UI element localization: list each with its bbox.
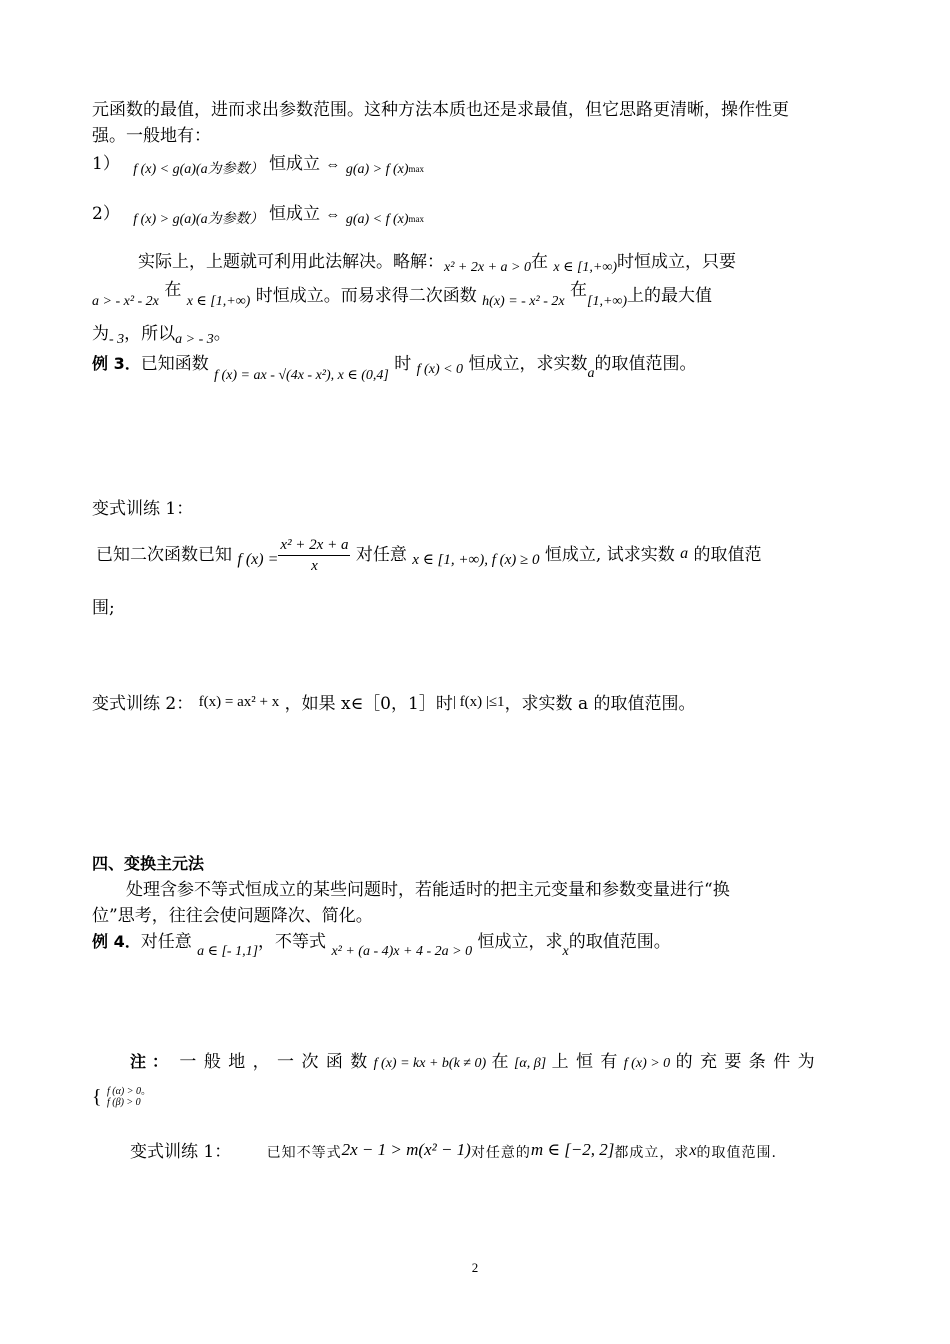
rule-2 bbox=[92, 202, 862, 232]
page-number: 2 bbox=[471, 1260, 479, 1275]
system-lines bbox=[107, 1086, 151, 1108]
section-paragraph: 位”思考，往往会使问题降次、简化。 bbox=[92, 906, 373, 926]
variant-text: 已知二次函数已知 bbox=[96, 545, 232, 565]
math-inline: f (x) < 0 bbox=[416, 362, 464, 377]
example-label: 例 4． bbox=[92, 932, 141, 951]
rule-lhs: f (x) < g(a)(a为参数） bbox=[133, 162, 264, 177]
solution-line-2 bbox=[92, 278, 862, 314]
solution-text: 实际上，上题就可利用此法解决。略解： bbox=[138, 252, 444, 272]
variant-2 bbox=[92, 690, 862, 716]
example-label: 例 3． bbox=[92, 354, 141, 373]
math-inline: m ∈ [−2, 2] bbox=[530, 1140, 615, 1159]
section-paragraph: 处理含参不等式恒成立的某些问题时，若能适时的把主元变量和参数变量进行“换 bbox=[126, 880, 730, 900]
example-text: 的取值范围。 bbox=[594, 354, 697, 374]
system-end: 。 bbox=[140, 1086, 151, 1097]
solution-text: 时恒成立，只要 bbox=[617, 252, 736, 272]
variant-3 bbox=[92, 1138, 862, 1165]
math-inline: a > - 3 bbox=[175, 332, 214, 347]
note-text: 一 般 地 ， 一 次 函 数 bbox=[179, 1052, 369, 1072]
math-inline: x bbox=[562, 944, 569, 959]
math-inline: f (x) = kx + b(k ≠ 0) bbox=[373, 1056, 487, 1071]
section-title: 四、变换主元法 bbox=[92, 854, 205, 873]
math-inline: x ∈ [1,+∞) bbox=[186, 294, 251, 309]
max-subscript: max bbox=[408, 214, 425, 224]
math-inline: f (x) > 0 bbox=[623, 1056, 671, 1071]
variant-text: 的取值范 bbox=[693, 545, 762, 565]
example-text: 恒成立，求 bbox=[477, 932, 563, 952]
math-inline: x² + (a - 4)x + 4 - 2a > 0 bbox=[331, 944, 473, 959]
variant-text: 恒成立, 试求实数 bbox=[544, 545, 675, 565]
brace-symbol: { bbox=[92, 1086, 102, 1108]
example-text: ，不等式 bbox=[258, 932, 327, 952]
math-inline: [α, β] bbox=[513, 1056, 547, 1071]
condition-system bbox=[92, 1086, 862, 1108]
solution-text: 在 bbox=[164, 280, 182, 300]
math-inline: x ∈ [1, +∞), f (x) ≥ 0 bbox=[412, 552, 540, 568]
paragraph-line: 强。一般地有： bbox=[92, 126, 211, 146]
variant-text: 都成立，求 bbox=[614, 1145, 690, 1161]
max-subscript: max bbox=[408, 164, 425, 174]
solution-text: 上的最大值 bbox=[627, 286, 713, 306]
math-inline: x² + 2x + a > 0 bbox=[444, 260, 531, 275]
math-inline: [1,+∞) bbox=[587, 294, 628, 309]
rule-condition: 恒成立 bbox=[269, 204, 321, 224]
math-inline: f (x) = bbox=[237, 551, 279, 568]
solution-text: 。 bbox=[213, 324, 231, 344]
solution-text: 时恒成立。而易求得二次函数 bbox=[255, 286, 477, 306]
math-inline: x ∈ [1,+∞) bbox=[553, 260, 617, 275]
math-inline: x bbox=[689, 1142, 697, 1159]
paragraph-line: 元函数的最值，进而求出参数范围。这种方法本质也还是求最值，但它思路更清晰，操作性更 bbox=[92, 100, 789, 120]
note-text: 的 充 要 条 件 为 bbox=[675, 1052, 816, 1072]
rule-rhs: g(a) < f (x) bbox=[345, 212, 409, 227]
math-inline: f(x) = ax² + x bbox=[198, 694, 280, 710]
solution-text: ，所以 bbox=[124, 324, 176, 344]
rule-lhs: f (x) > g(a)(a为参数） bbox=[133, 212, 264, 227]
note bbox=[92, 1050, 862, 1076]
variant-text: 已知不等式 bbox=[266, 1145, 342, 1161]
fraction bbox=[278, 535, 350, 576]
note-label: 注： bbox=[130, 1052, 175, 1071]
math-inline: h(x) = - x² - 2x bbox=[482, 294, 565, 309]
math-inline: f (x) = ax - √(4x - x²), x ∈ (0,4] bbox=[214, 368, 389, 383]
system-line: f (α) > 0 bbox=[107, 1086, 141, 1097]
variant-1 bbox=[96, 535, 866, 576]
variant-1-cont: 围; bbox=[92, 598, 115, 618]
equivalence-symbol: ⇔ bbox=[325, 207, 341, 223]
example-text: 恒成立，求实数 bbox=[468, 354, 588, 374]
solution-line-3 bbox=[92, 322, 862, 352]
example-text: 对任意 bbox=[140, 932, 192, 952]
rule-rhs: g(a) > f (x) bbox=[345, 162, 409, 177]
variant-text: ，求实数 a 的取值范围。 bbox=[504, 694, 696, 714]
variant-text: 变式训练 1： bbox=[130, 1142, 232, 1162]
note-text: 在 bbox=[491, 1052, 509, 1072]
math-inline: a bbox=[587, 366, 595, 381]
system-line: f (β) > 0 bbox=[107, 1097, 141, 1108]
variant-text: 的取值范围. bbox=[696, 1145, 777, 1161]
variant-text: 对任意 bbox=[355, 545, 407, 565]
math-inline: | f(x) |≤1 bbox=[452, 694, 505, 710]
variant-text: ，如果 x∈［0，1］时 bbox=[284, 694, 453, 714]
solution-line-1 bbox=[92, 250, 862, 280]
rule-index: 2） bbox=[92, 204, 120, 224]
math-inline: a > - x² - 2x bbox=[92, 294, 159, 309]
variant-text: 变式训练 2： bbox=[92, 694, 194, 714]
solution-text: 在 bbox=[530, 252, 548, 272]
rule-index: 1） bbox=[92, 154, 120, 174]
example-text: 的取值范围。 bbox=[568, 932, 671, 952]
fraction-numerator: x² + 2x + a bbox=[278, 535, 350, 556]
math-inline: a ∈ [- 1,1] bbox=[197, 944, 259, 959]
section-heading bbox=[92, 852, 862, 876]
example-3 bbox=[92, 352, 862, 388]
math-inline: a bbox=[680, 545, 689, 562]
note-text: 上 恒 有 bbox=[551, 1052, 619, 1072]
variant-text: 对任意的 bbox=[470, 1145, 531, 1161]
variant-title: 变式训练 1： bbox=[92, 499, 194, 519]
solution-text: 在 bbox=[570, 280, 587, 300]
solution-text: 为 bbox=[92, 324, 109, 344]
equivalence-symbol: ⇔ bbox=[325, 157, 341, 173]
fraction-denominator: x bbox=[311, 558, 318, 574]
example-4 bbox=[92, 930, 862, 964]
rule-condition: 恒成立 bbox=[269, 154, 321, 174]
rule-1 bbox=[92, 152, 862, 182]
example-text: 时 bbox=[394, 354, 412, 374]
example-text: 已知函数 bbox=[140, 354, 209, 374]
math-inline: - 3 bbox=[109, 332, 125, 347]
math-inline: 2x − 1 > m(x² − 1) bbox=[341, 1140, 471, 1159]
